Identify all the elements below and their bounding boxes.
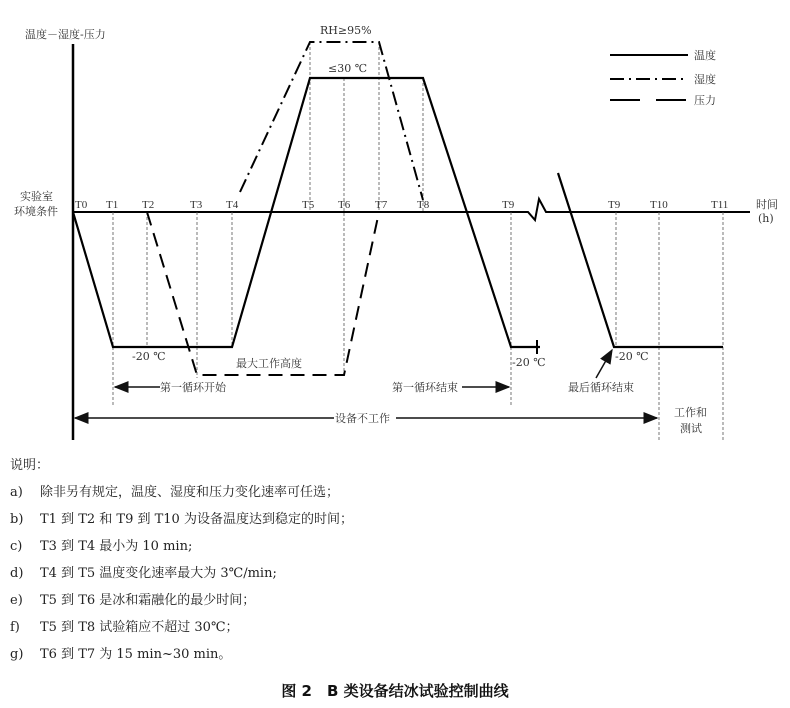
svg-text:T0: T0 — [75, 199, 88, 211]
svg-text:T3: T3 — [190, 199, 203, 211]
note-item: d) T4 到 T5 温度变化速率最大为 3℃/min; — [10, 566, 277, 581]
legend — [610, 48, 716, 107]
first-cycle-end: 第一循环结束 — [392, 381, 458, 394]
x-axis-unit: (h) — [758, 212, 774, 225]
svg-text:T4: T4 — [226, 199, 239, 211]
svg-text:T11: T11 — [711, 199, 729, 211]
max-altitude-annotation: 最大工作高度 — [236, 357, 302, 370]
not-operating-label: 设备不工作 — [335, 412, 390, 425]
temp-max-annotation: ≤30 ℃ — [328, 62, 368, 75]
baseline-label-2: 环境条件 — [14, 205, 58, 218]
note-item: g) T6 到 T7 为 15 min~30 min。 — [10, 647, 232, 662]
figure-caption: 图 2 B 类设备结冰试验控制曲线 — [281, 682, 509, 700]
temp-low-annotation-2: -20 ℃ — [512, 356, 546, 369]
notes-title: 说明： — [10, 458, 50, 473]
note-item: e) T5 到 T6 是冰和霜融化的最少时间； — [10, 593, 256, 608]
svg-text:T1: T1 — [106, 199, 119, 211]
note-item: b) T1 到 T2 和 T9 到 T10 为设备温度达到稳定的时间； — [10, 512, 353, 527]
svg-text:温度: 温度 — [694, 49, 716, 62]
temperature-curve-last — [558, 173, 723, 347]
operate-test-label-1: 工作和 — [674, 406, 707, 419]
svg-text:T8: T8 — [417, 199, 430, 211]
note-item: f) T5 到 T8 试验箱应不超过 30℃； — [10, 620, 239, 635]
time-markers — [75, 199, 728, 211]
x-axis-label: 时间 — [756, 198, 778, 211]
y-axis-label: 温度－湿度-压力 — [25, 28, 106, 41]
svg-text:T9: T9 — [608, 199, 621, 211]
svg-text:T7: T7 — [375, 199, 388, 211]
first-cycle-start: 第一循环开始 — [160, 381, 226, 394]
time-axis — [73, 199, 750, 220]
svg-text:T5: T5 — [302, 199, 315, 211]
operate-test-label-2: 测试 — [680, 422, 702, 435]
last-cycle-end: 最后循环结束 — [568, 381, 634, 394]
svg-text:T9: T9 — [502, 199, 515, 211]
temp-low-annotation-1: -20 ℃ — [132, 350, 166, 363]
baseline-label-1: 实验室 — [20, 190, 53, 203]
notes-section — [10, 452, 353, 668]
note-item: a) 除非另有规定，温度、湿度和压力变化速率可任选； — [10, 485, 340, 500]
svg-text:T10: T10 — [650, 199, 668, 211]
note-item: c) T3 到 T4 最小为 10 min; — [10, 539, 193, 554]
svg-text:压力: 压力 — [694, 94, 716, 107]
svg-text:T6: T6 — [338, 199, 351, 211]
rh-annotation: RH≥95% — [320, 24, 372, 37]
svg-text:T2: T2 — [142, 199, 155, 211]
svg-text:湿度: 湿度 — [694, 73, 716, 86]
temp-low-annotation-3: -20 ℃ — [615, 350, 649, 363]
